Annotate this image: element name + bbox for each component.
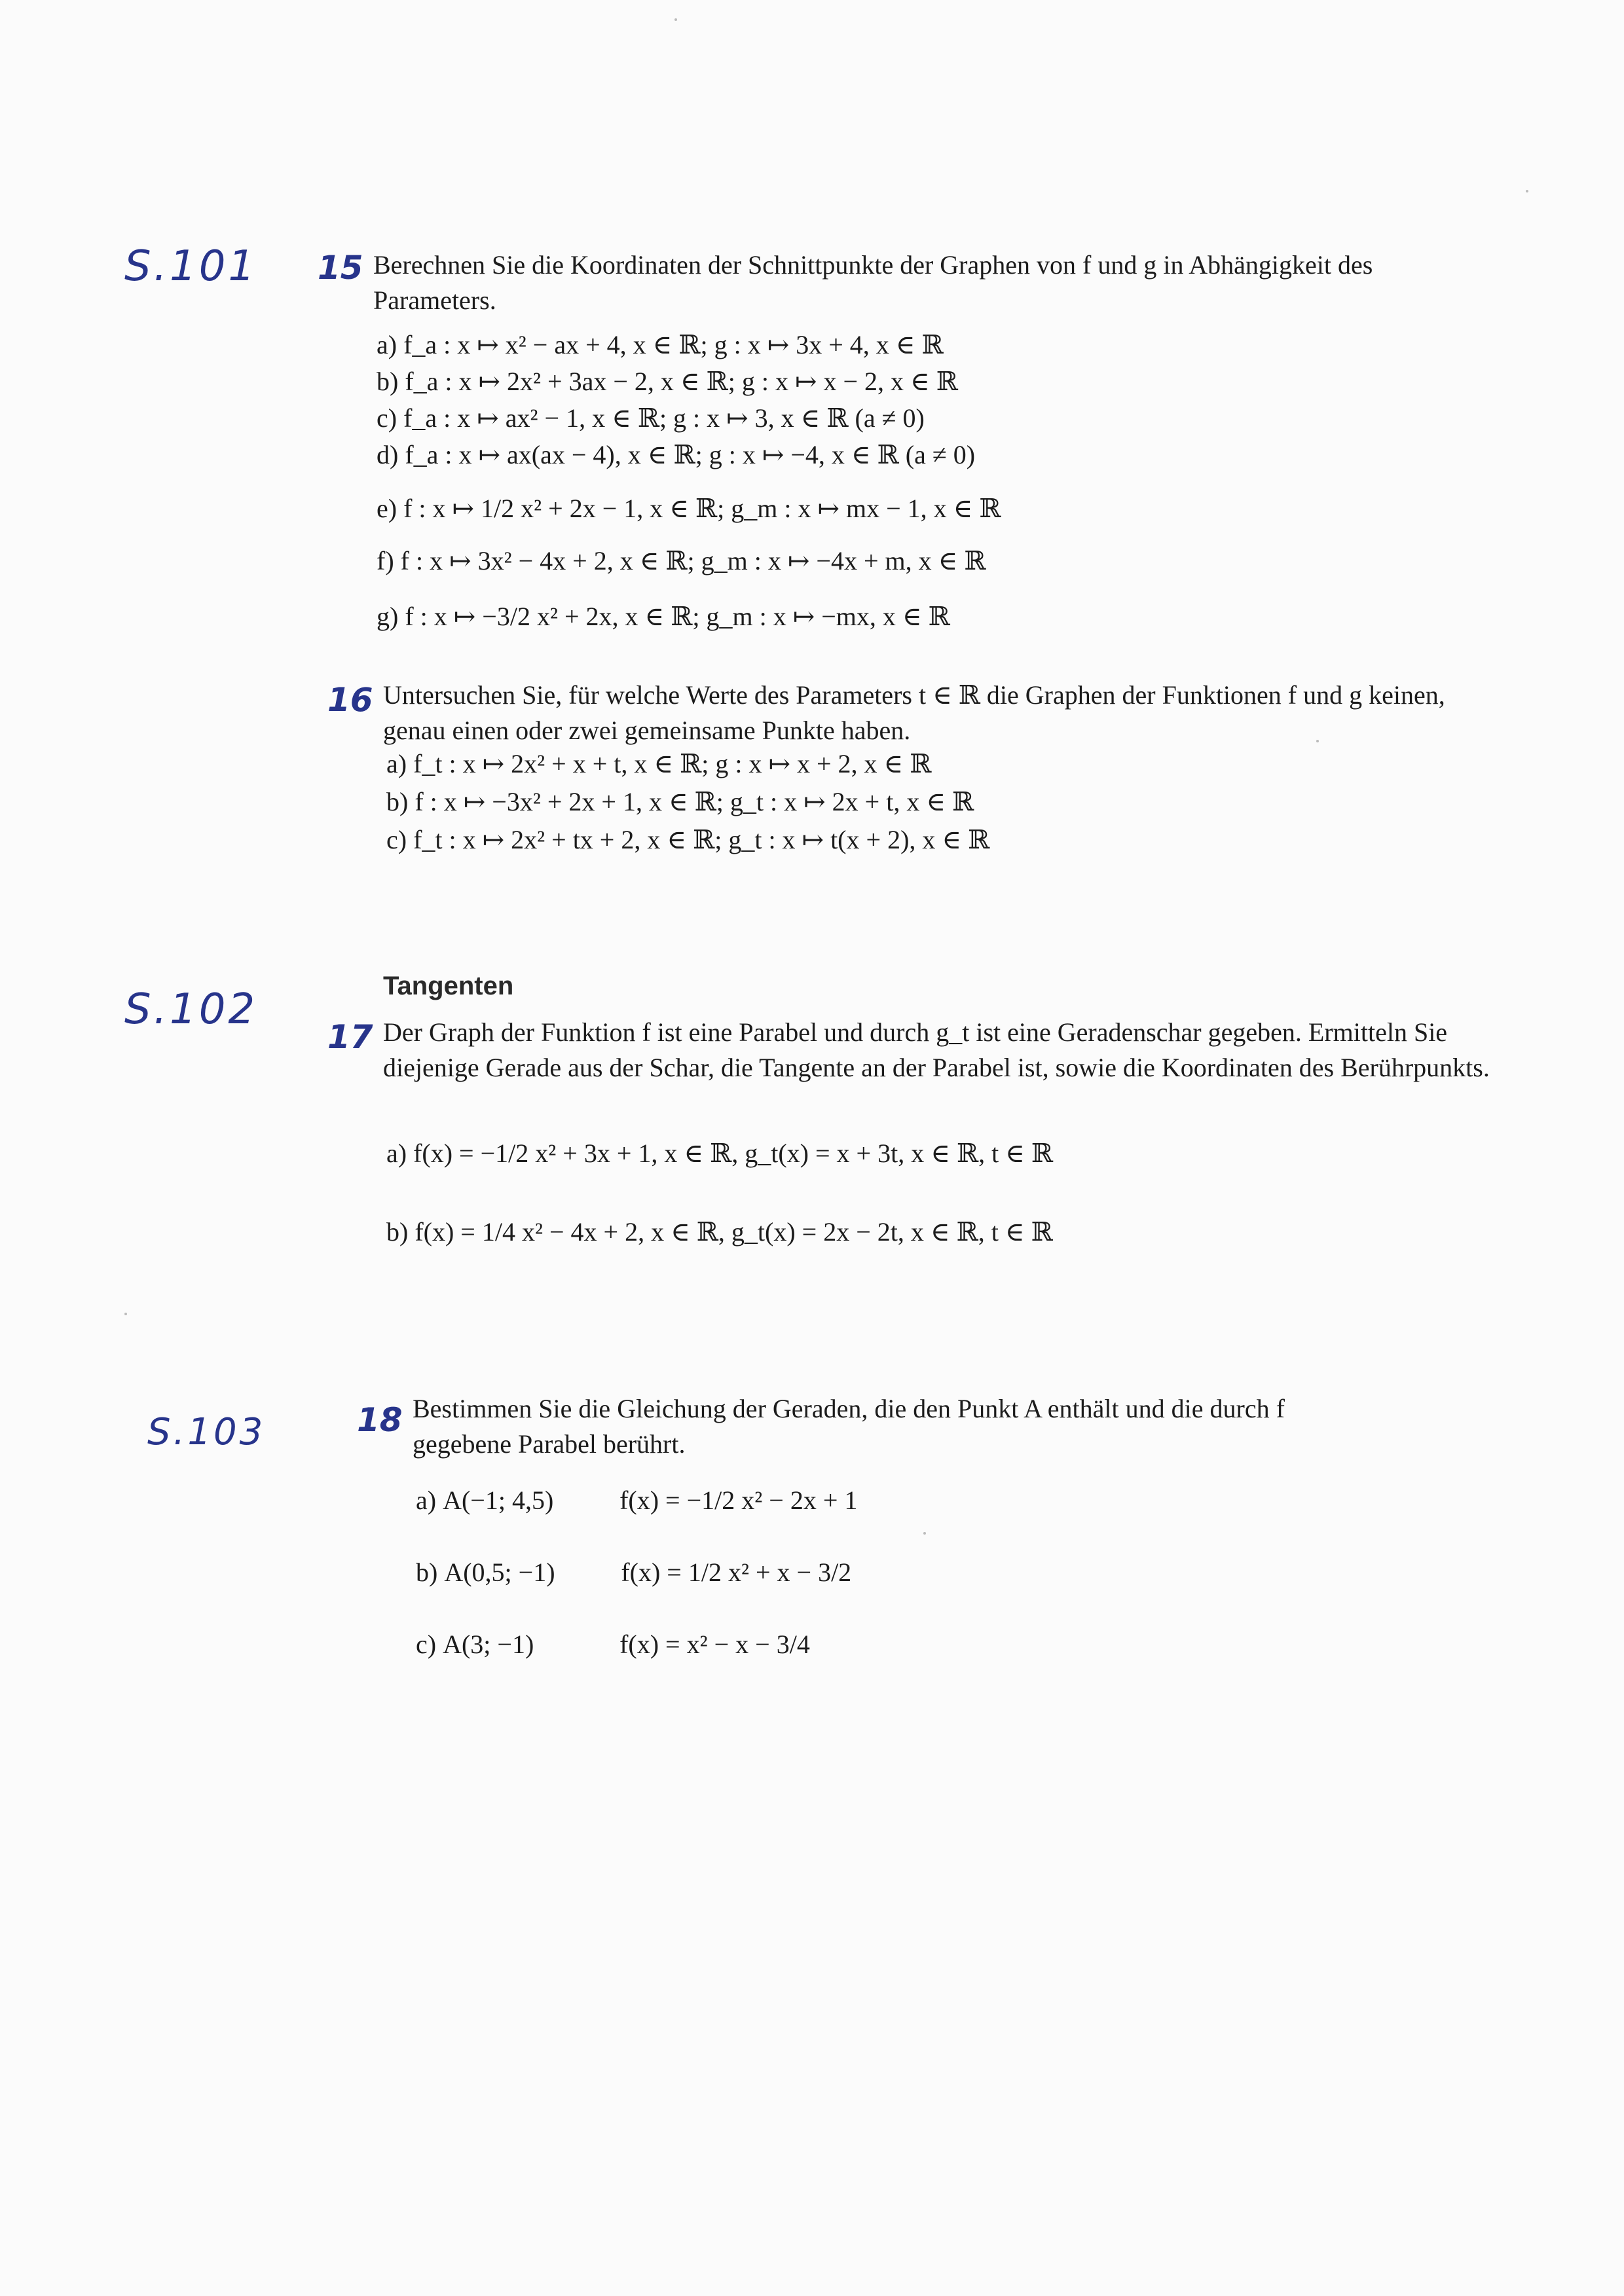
exercise-number-18: 18 bbox=[357, 1401, 403, 1439]
item-expression: f : x ↦ 3x² − 4x + 2, x ∈ ℝ; g_m : x ↦ −4x + m, x ∈ ℝ bbox=[400, 546, 986, 575]
exercise-16-item-b bbox=[386, 784, 974, 820]
item-label: g) bbox=[377, 602, 399, 631]
exercise-17-item-b bbox=[386, 1214, 1053, 1250]
item-expression: f(x) = −1/2 x² − 2x + 1 bbox=[619, 1485, 858, 1515]
exercise-15-item-e bbox=[377, 491, 1001, 526]
item-expression: f_t : x ↦ 2x² + x + t, x ∈ ℝ; g : x ↦ x + 2, x ∈ ℝ bbox=[413, 749, 932, 778]
exercise-16-item-a bbox=[386, 746, 931, 782]
item-expression: f : x ↦ −3x² + 2x + 1, x ∈ ℝ; g_t : x ↦ 2x + t, x ∈ ℝ bbox=[415, 787, 974, 816]
exercise-16-item-c bbox=[386, 822, 989, 858]
item-point: A(0,5; −1) bbox=[444, 1558, 555, 1587]
exercise-17-text: Der Graph der Funktion f ist eine Parabel und durch g_t ist eine Geradenschar gegeben. Ermitteln Sie diejenige Gerade aus der Schar, die Tangente an der Parabel ist, sowie die Koordinaten des Berührpunkts. bbox=[383, 1017, 1490, 1082]
item-label: e) bbox=[377, 494, 397, 523]
item-expression: f(x) = 1/2 x² + x − 3/2 bbox=[621, 1558, 852, 1587]
item-label: a) bbox=[416, 1485, 437, 1515]
exercise-15-text: Berechnen Sie die Koordinaten der Schnittpunkte der Graphen von f und g in Abhängigkeit des Parameters. bbox=[373, 250, 1373, 315]
item-label: a) bbox=[377, 330, 397, 359]
item-label: b) bbox=[416, 1558, 438, 1587]
item-expression: f : x ↦ −3/2 x² + 2x, x ∈ ℝ; g_m : x ↦ −mx, x ∈ ℝ bbox=[405, 602, 950, 631]
item-expression: f(x) = 1/4 x² − 4x + 2, x ∈ ℝ, g_t(x) = 2x − 2t, x ∈ ℝ, t ∈ ℝ bbox=[415, 1217, 1053, 1247]
item-label: c) bbox=[377, 403, 397, 433]
exercise-number-15: 15 bbox=[318, 249, 363, 287]
exercise-16-text: Untersuchen Sie, für welche Werte des Parameters t ∈ ℝ die Graphen der Funktionen f und g keinen, genau einen oder zwei gemeinsame Punkte haben. bbox=[383, 680, 1445, 745]
item-expression: f_a : x ↦ x² − ax + 4, x ∈ ℝ; g : x ↦ 3x + 4, x ∈ ℝ bbox=[403, 330, 944, 359]
scan-speck bbox=[1526, 190, 1528, 192]
scan-speck bbox=[124, 1313, 127, 1315]
exercise-15-item-b bbox=[377, 364, 958, 399]
scan-speck bbox=[923, 1532, 926, 1535]
item-label: f) bbox=[377, 546, 394, 575]
item-label: d) bbox=[377, 440, 399, 469]
item-expression: f_a : x ↦ 2x² + 3ax − 2, x ∈ ℝ; g : x ↦ x − 2, x ∈ ℝ bbox=[405, 367, 958, 396]
page-ref-101: S.101 bbox=[124, 242, 258, 291]
exercise-17-item-a bbox=[386, 1136, 1053, 1171]
item-label: b) bbox=[386, 787, 409, 816]
item-expression: f(x) = x² − x − 3/4 bbox=[619, 1630, 810, 1659]
exercise-18-item-b bbox=[416, 1555, 851, 1590]
item-label: a) bbox=[386, 749, 407, 778]
exercise-18-item-c bbox=[416, 1627, 810, 1662]
exercise-15-item-d bbox=[377, 437, 975, 473]
exercise-18-text: Bestimmen Sie die Gleichung der Geraden, die den Punkt A enthält und die durch f gegebene Parabel berührt. bbox=[413, 1394, 1285, 1459]
exercise-number-17: 17 bbox=[327, 1018, 373, 1056]
item-label: a) bbox=[386, 1139, 407, 1168]
exercise-15-item-f bbox=[377, 543, 986, 579]
exercise-15-item-c bbox=[377, 401, 925, 436]
item-label: c) bbox=[386, 825, 407, 854]
page-ref-102: S.102 bbox=[124, 985, 258, 1034]
page-ref-103: S.103 bbox=[147, 1411, 266, 1453]
exercise-15-item-g bbox=[377, 599, 950, 634]
item-label: c) bbox=[416, 1630, 437, 1659]
item-point: A(3; −1) bbox=[443, 1630, 534, 1659]
item-label: b) bbox=[377, 367, 399, 396]
item-expression: f_a : x ↦ ax² − 1, x ∈ ℝ; g : x ↦ 3, x ∈ ℝ (a ≠ 0) bbox=[403, 403, 925, 433]
item-label: b) bbox=[386, 1217, 409, 1247]
exercise-18-item-a bbox=[416, 1483, 857, 1518]
item-point: A(−1; 4,5) bbox=[443, 1485, 554, 1515]
item-expression: f_t : x ↦ 2x² + tx + 2, x ∈ ℝ; g_t : x ↦ t(x + 2), x ∈ ℝ bbox=[413, 825, 990, 854]
item-expression: f_a : x ↦ ax(ax − 4), x ∈ ℝ; g : x ↦ −4, x ∈ ℝ (a ≠ 0) bbox=[405, 440, 976, 469]
item-expression: f : x ↦ 1/2 x² + 2x − 1, x ∈ ℝ; g_m : x ↦ mx − 1, x ∈ ℝ bbox=[403, 494, 1001, 523]
exercise-number-16: 16 bbox=[327, 681, 373, 719]
scan-speck bbox=[674, 18, 677, 21]
scan-speck bbox=[1316, 740, 1319, 742]
section-heading: Tangenten bbox=[383, 972, 514, 1000]
exercise-15-item-a bbox=[377, 327, 944, 363]
item-expression: f(x) = −1/2 x² + 3x + 1, x ∈ ℝ, g_t(x) = x + 3t, x ∈ ℝ, t ∈ ℝ bbox=[413, 1139, 1054, 1168]
